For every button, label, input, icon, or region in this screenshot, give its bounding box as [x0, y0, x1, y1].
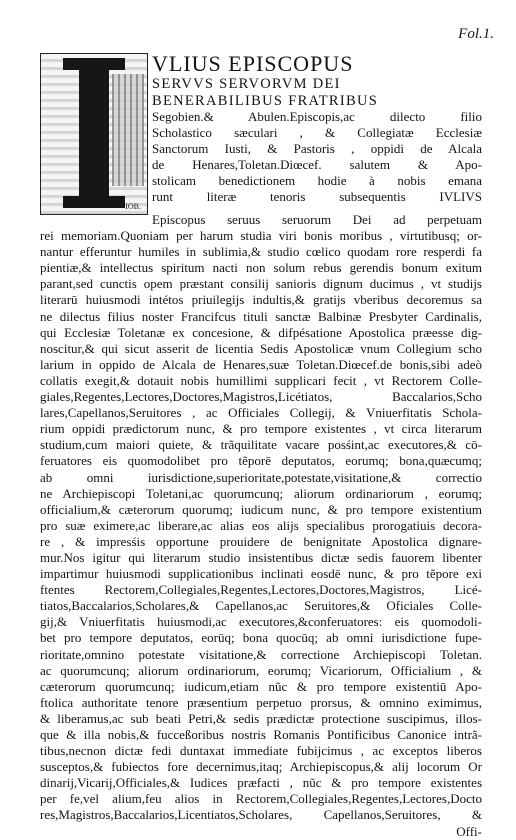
- text-line: Segobien.& Abulen.Episcopis,ac dilecto filio: [152, 109, 482, 124]
- text-line: rioritate,omnino potestate visitatione,& correctione Archiepiscopi Toletan.: [40, 646, 482, 662]
- text-line: pro suæ eximere,ac liberare,ac alias eos alijs specialibus prorogatiuis decora-: [40, 517, 482, 533]
- text-line: tibus,necnon dictæ fedi duntaxat immediate fubijcimus , ac exceptos liberos: [40, 743, 482, 759]
- text-line: bet pro tempore deputatos, eorūq; bona quocūq; ab omni iurisdictione fupe-: [40, 630, 482, 646]
- text-line: nantur efferuntur humiles in sublimia,& studio cœlico quodam rore resperdi fa: [40, 244, 482, 260]
- text-line: rium oppidi prædictorum nunc, & pro tempore existentes , vt circa literarum: [40, 421, 482, 437]
- text-line: & liberamus,ac sub beati Petri,& sedis prædictæ protectione suscipimus, illos-: [40, 710, 482, 726]
- text-line: de Henares,Toletan.Diœcef. salutem & Apo-: [152, 157, 482, 173]
- text-line: res,Magistros,Baccalarios,Licentiatos,Scholares, Capellanos,Seruitores, &: [40, 807, 482, 823]
- bull-heading: [152, 52, 482, 110]
- text-line: tiatos,Baccalarios,Scholares,& Capellanos,ac Seruitores,& Oficiales Colle-: [40, 598, 482, 614]
- text-line: Offi-: [456, 823, 482, 839]
- text-line: ab omni iurisdictione,superioritate,potestate,visitatione,& correctio: [40, 469, 482, 485]
- text-line: studium,cum maiori quiete, & trãquilitate vacare posśint,ac executores,& cō-: [40, 437, 482, 453]
- text-line: mur.Nos igitur qui literarum studio insistentibus dictæ sedis fauorem libenter: [40, 549, 482, 565]
- text-line: gij,& Vniuerfitatis huiusmodi,ac executores,&conferuatores: eis quomodoli-: [40, 614, 482, 630]
- text-line: collatis exegit,& dotauit nobis humillimi supplicari fecit , vt Rectorem Colle-: [40, 372, 482, 388]
- engraver-mark: IOB.: [125, 202, 141, 211]
- text-line: ne dilectus filius noster Francifcus tituli sanctæ Balbinæ Presbyter Cardinalis,: [40, 308, 482, 324]
- text-line: Sanctorum Iusti, & Pastoris , oppidi de Alcala: [152, 141, 482, 157]
- heading-line-3: BENERABILIBUS FRATRIBUS: [152, 93, 379, 109]
- heading-line-2: SERVVS SERVORVM DEI: [152, 76, 341, 92]
- text-line: que & illa nobis,& fucceßoribus nostris Romanis Pontificibus Canonice intrã-: [40, 727, 482, 742]
- text-line: pientiæ,& intellectus spiritum nacti non solum rebus gerendis bonum exitum: [40, 260, 482, 276]
- text-line: literarū huiusmodi intétos priuilegijs indultis,& gratijs vberibus decoremus sa: [40, 292, 482, 308]
- text-line: qui Ecclesiæ Toletanæ ex concesione, & difpésatione Apostolica præesse dig-: [40, 324, 482, 340]
- text-line: noscitur,& qui sicut asserit de licentia Sedis Apostolicæ vnum Collegium scho: [40, 340, 482, 356]
- folio-number: Fol.1.: [458, 26, 494, 42]
- text-line: ne Archiepiscopi Toletani,ac quorumcunq; aliorum ordinariorum , eorumq;: [40, 485, 482, 501]
- text-line: dinarij,Vicarij,Officiales,& Iudices præfacti , nũc & pro tempore existentes: [40, 775, 482, 791]
- text-line: lares,Capellanos,Seruitores , ac Officiales Collegij, & Vniuerfitatis Schola-: [40, 405, 482, 421]
- text-line: impartimur huiusmodi supplicationibus inclinati eosdē nunc, & pro tẽpore exi: [40, 566, 482, 582]
- text-line: giales,Regentes,Lectores,Doctores,Magistros,Licétiatos, Baccalarios,Scho: [40, 389, 482, 405]
- text-line: larium in oppido de Alcala de Henares,suæ Toletan.Diœcef.de bonis,sibi adeò: [40, 356, 482, 372]
- bull-body-text: [40, 212, 482, 840]
- text-line: re , & impresśis opportune prouidere de benignitate Apostolica dignare-: [40, 533, 482, 549]
- text-line: Episcopus seruus seruorum Dei ad perpetuam: [152, 212, 482, 227]
- text-line: per fe,vel alium,feu alios in Rectorem,Collegiales,Regentes,Lectores,Docto: [40, 791, 482, 807]
- text-line: ftentes Rectorem,Collegiales,Regentes,Lectores,Doctores,Magistros, Licé-: [40, 582, 482, 598]
- text-line: cæterorum quorumcunq; iudicum,etiam nũc & pro tempore existentiū Apo-: [40, 678, 482, 694]
- text-line: officialium,& cæterorum quorumq; iudicum nunc, & pro tempore existentium: [40, 501, 482, 517]
- text-line: stolicam benedictionem hodie à nobis emana: [152, 173, 482, 189]
- text-line: Scholastico sæculari , & Collegiatæ Ecclesiæ: [152, 125, 482, 141]
- salutation-text: [152, 109, 482, 206]
- text-line: runt literæ tenoris subsequentis IVLIVS: [152, 189, 482, 205]
- text-line: feruatores eis quomodolibet pro tẽporē deputatos, eorumq; bona,quæcumq;: [40, 453, 482, 469]
- text-line: ftolica authoritate tenore præsentium perpetuo prorsus, & omnino eximimus,: [40, 694, 482, 710]
- text-line: parant,sed cunctis opem præstant consilij sanioris dignum ducimus , vt studijs: [40, 276, 482, 292]
- heading-line-1: VLIUS EPISCOPUS: [152, 51, 354, 76]
- text-line: rei memoriam.Quoniam per harum studia viri bonis moribus , virtutibusq; or-: [40, 228, 482, 244]
- woodcut-figure: [112, 74, 144, 186]
- text-line: susceptos,& fubiectos fore decernimus,itaq; Archiepiscopus,& alij locorum Or: [40, 759, 482, 775]
- text-line: ac quorumcunq; aliorum ordinariorum, eorumq; Vicariorum, Officialium , &: [40, 662, 482, 678]
- decorated-initial: [40, 53, 148, 215]
